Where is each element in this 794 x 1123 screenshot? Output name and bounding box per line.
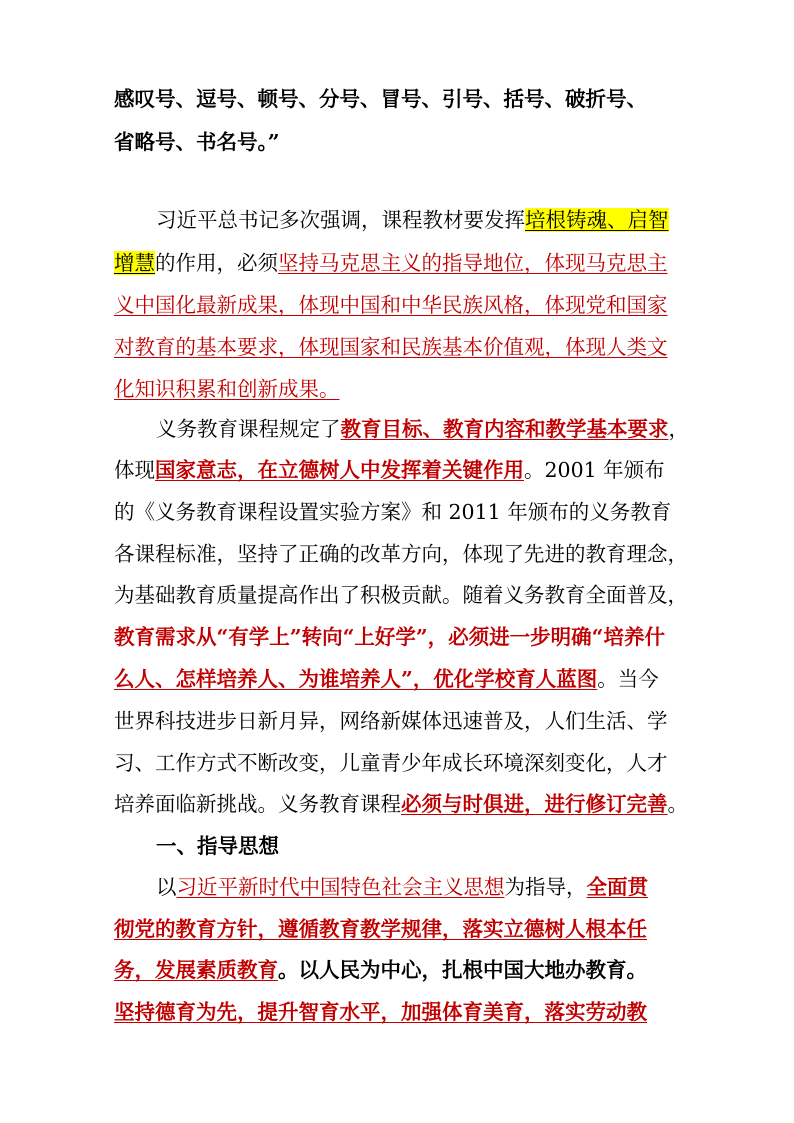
text-segment: 世界科技进步日新月异，网络新媒体迅速普及，人们生活、学 — [114, 709, 668, 733]
text-line-15 — [114, 706, 684, 736]
text-line-21 — [114, 955, 684, 985]
text-segment: 培养面临新挑战。义务教育课程 — [114, 792, 401, 816]
text-line-4 — [114, 248, 684, 278]
text-segment: 习近平总书记多次强调，课程教材要发挥 — [156, 208, 525, 232]
text-segment: 国家意志，在立德树人中发挥着关键作用 — [155, 458, 524, 482]
text-segment: 为基础教育质量提高作出了积极贡献。随着义务教育全面普及， — [114, 583, 688, 607]
text-line-13 — [114, 622, 684, 652]
text-segment: 教育目标、教育内容和教学基本要求 — [340, 417, 669, 441]
text-segment: 为指导， — [504, 875, 587, 899]
text-segment: 么人、怎样培养人、为谁培养人”，优化学校育人蓝图 — [114, 667, 598, 691]
text-segment: 彻党的教育方针，遵循教育教学规律，落实立德树人根本任 — [114, 917, 647, 941]
text-line-5 — [114, 290, 684, 320]
text-segment: 。 — [667, 792, 688, 816]
text-segment: 教育需求从“有学上”转向“上好学”，必须进一步明确“培养什 — [114, 625, 665, 649]
text-segment: 必须与时俱进，进行修订完善 — [401, 792, 668, 816]
text-segment: 的作用，必须 — [155, 251, 278, 275]
text-segment: 义中国化最新成果，体现中国和中华民族风格，体现党和国家 — [114, 293, 668, 317]
text-line-2 — [114, 127, 684, 157]
text-line-14 — [114, 664, 684, 694]
text-segment: 省略号、书名号。” — [114, 130, 280, 154]
text-line-8 — [156, 414, 689, 444]
text-segment: 务，发展素质教育 — [114, 958, 278, 982]
text-segment: 。2001 年颁布 — [524, 458, 665, 482]
text-segment: 各课程标准，坚持了正确的改革方向，体现了先进的教育理念， — [114, 542, 688, 566]
text-line-11 — [114, 539, 688, 569]
text-segment: 的《义务教育课程设置实验方案》和 2011 年颁布的义务教育 — [114, 500, 672, 524]
text-segment: 感叹号、逗号、顿号、分号、冒号、引号、括号、破折号、 — [114, 87, 647, 111]
text-line-7 — [114, 374, 684, 404]
text-segment: 。当今 — [597, 667, 659, 691]
text-line-20 — [114, 914, 684, 944]
text-line-1 — [114, 84, 684, 114]
text-segment: ， — [668, 417, 689, 441]
text-line-6 — [114, 332, 684, 362]
text-segment: 习、工作方式不断改变，儿童青少年成长环境深刻变化，人才 — [114, 751, 668, 775]
text-line-12 — [114, 580, 688, 610]
text-line-9 — [114, 455, 684, 485]
text-segment: 化知识积累和创新成果。 — [114, 377, 340, 401]
text-segment: 坚持马克思主义的指导地位，体现马克思主 — [278, 251, 668, 275]
text-line-10 — [114, 497, 684, 527]
text-line-3 — [156, 205, 684, 235]
section-heading — [156, 831, 684, 861]
text-segment: 义务教育课程规定了 — [156, 417, 341, 441]
text-segment: 全面贯 — [586, 875, 648, 899]
text-segment: 体现 — [114, 458, 155, 482]
text-segment: 以 — [156, 875, 177, 899]
text-segment: 。以人民为中心，扎根中国大地办教育。 — [278, 958, 647, 982]
text-segment: 一、指导思想 — [156, 834, 279, 858]
text-line-19 — [156, 872, 684, 902]
text-segment: 培根铸魂、启智 — [525, 208, 669, 232]
text-segment: 习近平新时代中国特色社会主义思想 — [176, 875, 505, 899]
text-segment: 对教育的基本要求，体现国家和民族基本价值观，体现人类文 — [114, 335, 668, 359]
text-line-16 — [114, 748, 684, 778]
text-line-17 — [114, 789, 688, 819]
text-segment: 增慧 — [114, 251, 155, 275]
text-segment: 坚持德育为先，提升智育水平，加强体育美育，落实劳动教 — [114, 1000, 647, 1024]
text-line-22 — [114, 997, 684, 1027]
